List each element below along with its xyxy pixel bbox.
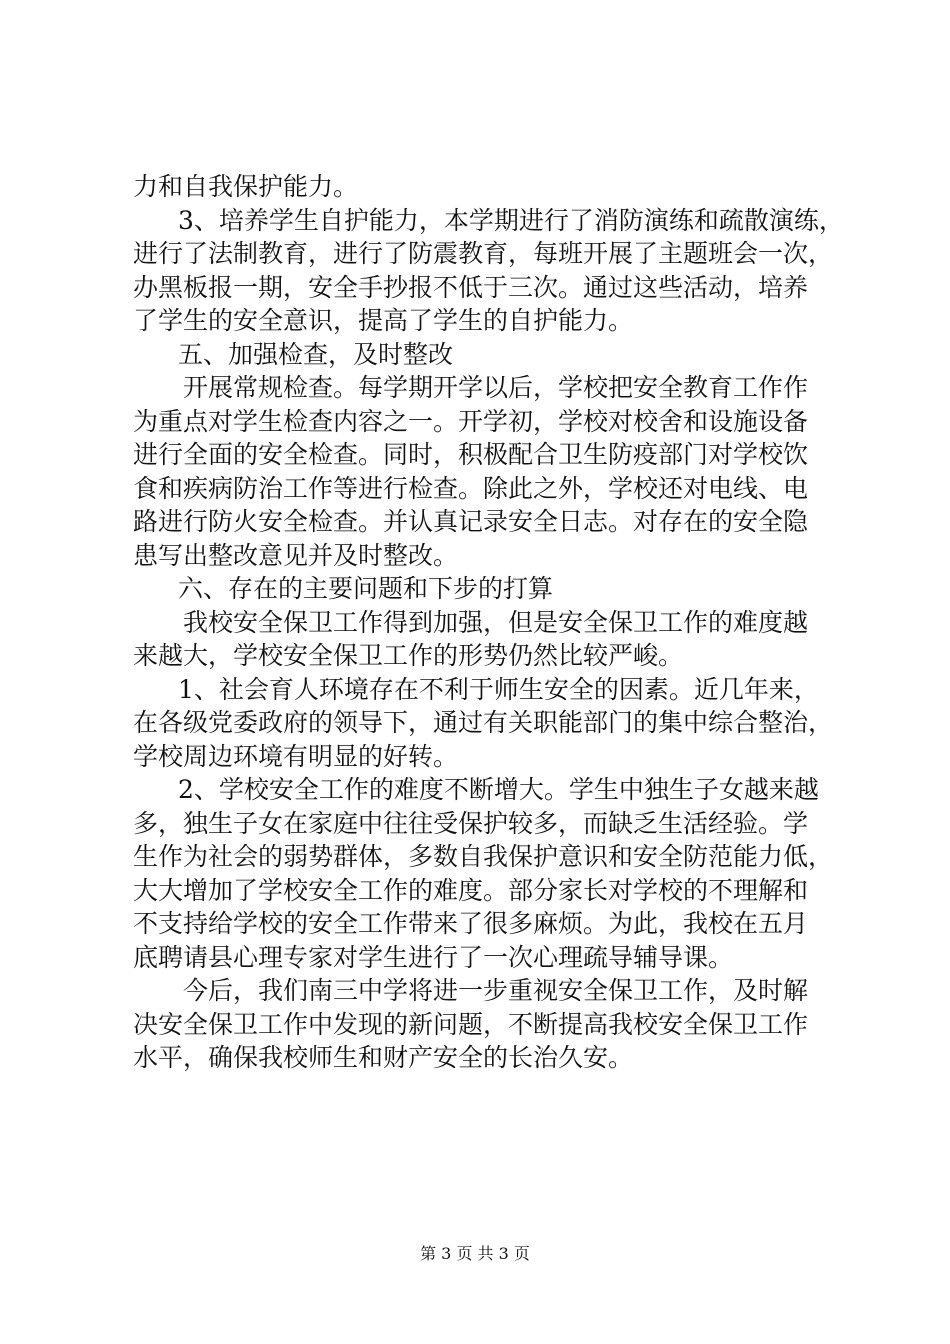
text-line: 学校周边环境有明显的好转。 [133, 741, 459, 771]
text-line: 我校安全保卫工作得到加强，但是安全保卫工作的难度越 [183, 607, 809, 637]
text-line: 来越大，学校安全保卫工作的形势仍然比较严峻。 [133, 641, 684, 670]
text-line: 患写出整改意见并及时整改。 [133, 540, 459, 570]
text-line: 水平，确保我校师生和财产安全的长治久安。 [133, 1043, 634, 1072]
text-line: 多，独生子女在家庭中往往受保护较多，而缺乏生活经验。学 [133, 808, 809, 838]
text-line: 在各级党委政府的领导下，通过有关职能部门的集中综合整治， [133, 708, 834, 737]
text-line: 大大增加了学校安全工作的难度。部分家长对学校的不理解和 [133, 875, 809, 905]
text-line: 2、学校安全工作的难度不断增大。学生中独生子女越来越 [178, 775, 819, 804]
text-line: 不支持给学校的安全工作带来了很多麻烦。为此，我校在五月 [133, 909, 809, 938]
text-line: 力和自我保护能力。 [133, 172, 359, 201]
page-footer: 第 3 页 共 3 页 [420, 1244, 530, 1263]
text-line: 路进行防火安全检查。并认真记录安全日志。对存在的安全隐 [133, 507, 809, 536]
text-line: 五、加强检查，及时整改 [178, 339, 454, 369]
text-line: 底聘请县心理专家对学生进行了一次心理疏导辅导课。 [133, 942, 734, 972]
text-line: 办黑板报一期，安全手抄报不低于三次。通过这些活动，培养 [133, 272, 809, 302]
text-line: 食和疾病防治工作等进行检查。除此之外，学校还对电线、电 [133, 473, 809, 503]
text-line: 生作为社会的弱势群体，多数自我保护意识和安全防范能力低， [133, 842, 834, 871]
text-line: 了学生的安全意识，提高了学生的自护能力。 [133, 306, 634, 335]
text-line: 决安全保卫工作中发现的新问题，不断提高我校安全保卫工作 [133, 1009, 809, 1039]
text-line: 进行全面的安全检查。同时，积极配合卫生防疫部门对学校饮 [133, 440, 809, 469]
text-line: 今后，我们南三中学将进一步重视安全保卫工作，及时解 [183, 976, 809, 1005]
text-line: 开展常规检查。每学期开学以后，学校把安全教育工作作 [183, 373, 809, 402]
text-line: 六、存在的主要问题和下步的打算 [178, 574, 554, 603]
document-body [133, 170, 848, 1075]
text-line: 1、社会育人环境存在不利于师生安全的因素。近几年来， [178, 674, 819, 704]
text-line: 3、培养学生自护能力，本学期进行了消防演练和疏散演练， [178, 205, 844, 235]
text-line: 为重点对学生检查内容之一。开学初，学校对校舍和设施设备 [133, 406, 809, 436]
text-line: 进行了法制教育，进行了防震教育，每班开展了主题班会一次， [133, 239, 834, 268]
